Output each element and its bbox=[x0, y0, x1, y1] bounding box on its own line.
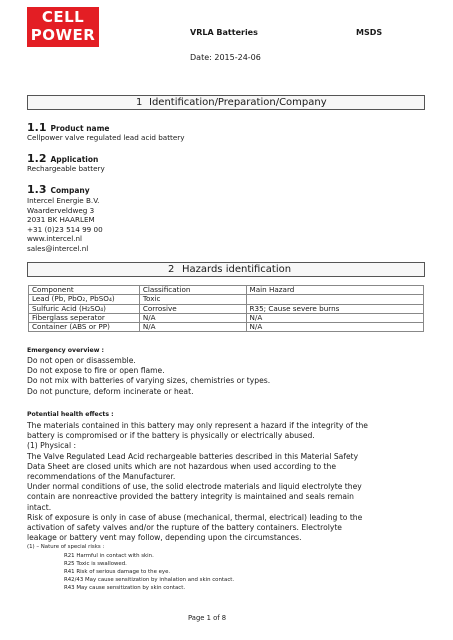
doc-title: VRLA Batteries bbox=[190, 28, 258, 37]
section-1-number: 1 bbox=[136, 97, 143, 108]
footnote-line: R25 Toxic is swallowed. bbox=[64, 561, 127, 567]
subsection-1-2-label: Application bbox=[50, 155, 99, 164]
health-line: The Valve Regulated Lead Acid rechargeable batteries described in this Material Safety bbox=[27, 451, 359, 461]
health-line: leakage or battery vent may follow, depending upon the circumstances. bbox=[27, 533, 302, 543]
emergency-overview-list bbox=[27, 356, 270, 397]
subsection-1-1-number: 1.1 bbox=[27, 121, 47, 134]
logo-line-1: CELL bbox=[41, 8, 85, 26]
table-cell: N/A bbox=[139, 323, 246, 332]
health-line: Data Sheet are closed units which are not hazardous when used according to the bbox=[27, 461, 337, 471]
section-2-number: 2 bbox=[168, 264, 175, 275]
table-header-cell: Main Hazard bbox=[246, 286, 423, 295]
logo-line-2: POWER bbox=[30, 26, 96, 44]
table-cell: Container (ABS or PP) bbox=[29, 323, 140, 332]
subsection-1-1-label: Product name bbox=[50, 124, 110, 133]
health-line: Risk of exposure is only in case of abuse (mechanical, thermal, electrical) leading to the bbox=[27, 512, 363, 522]
table-row bbox=[29, 295, 424, 304]
health-line: Under normal conditions of use, the solid electrode materials and liquid electrolyte they bbox=[27, 482, 362, 492]
application-text: Rechargeable battery bbox=[27, 164, 105, 173]
table-cell: N/A bbox=[246, 313, 423, 322]
table-cell: Corrosive bbox=[139, 304, 246, 313]
company-website[interactable]: www.intercel.nl bbox=[27, 234, 83, 244]
table-cell: N/A bbox=[139, 313, 246, 322]
section-2-title: Hazards identification bbox=[182, 264, 292, 275]
company-name: Intercel Energie B.V. bbox=[27, 196, 100, 205]
table-header-cell: Component bbox=[29, 286, 140, 295]
table-cell: Toxic bbox=[139, 295, 246, 304]
health-line: recommendations of the Manufacturer. bbox=[27, 472, 176, 482]
subsection-1-3-number: 1.3 bbox=[27, 183, 47, 196]
emergency-line: Do not puncture, deform incinerate or heat. bbox=[27, 386, 194, 396]
section-1-header bbox=[27, 95, 425, 110]
subsection-1-2-number: 1.2 bbox=[27, 152, 47, 165]
health-line: The materials contained in this battery may only represent a hazard if the integrity of the bbox=[27, 421, 368, 430]
company-email[interactable]: sales@intercel.nl bbox=[27, 243, 89, 253]
company-phone: +31 (0)23 514 99 00 bbox=[27, 224, 103, 234]
table-cell: N/A bbox=[246, 323, 423, 332]
table-header-cell: Classification bbox=[139, 286, 246, 295]
hazards-table bbox=[28, 285, 424, 332]
page-number: Page 1 of 8 bbox=[188, 614, 227, 622]
footnote-list bbox=[64, 552, 234, 592]
doc-date: Date: 2015-24-06 bbox=[190, 53, 261, 62]
table-cell: Sulfuric Acid (H₂SO₄) bbox=[29, 304, 140, 313]
company-city: 2031 BK HAARLEM bbox=[27, 215, 95, 225]
table-row bbox=[29, 323, 424, 332]
health-effects-text bbox=[27, 421, 368, 543]
table-cell bbox=[246, 295, 423, 304]
table-cell: Fiberglass seperator bbox=[29, 313, 140, 322]
health-line: (1) Physical : bbox=[27, 441, 77, 451]
subsection-1-3-label: Company bbox=[50, 186, 90, 195]
health-line: contain are nonreactive provided the battery integrity is maintained and seals remain bbox=[27, 492, 354, 502]
section-2-header bbox=[27, 262, 425, 277]
table-cell: Lead (Pb, PbO₂, PbSO₄) bbox=[29, 295, 140, 304]
health-line: activation of safety valves and/or the rupture of the battery containers. Electrolyte bbox=[27, 523, 342, 533]
cellpower-logo bbox=[27, 7, 99, 47]
section-1-title: Identification/Preparation/Company bbox=[149, 97, 327, 108]
emergency-line: Do not open or disassemble. bbox=[27, 356, 136, 365]
emergency-line: Do not expose to fire or open flame. bbox=[27, 366, 165, 376]
health-line: battery is compromised or if the battery is physically or electrically abused. bbox=[27, 431, 315, 441]
health-line: intact. bbox=[27, 502, 52, 512]
company-block bbox=[27, 196, 103, 254]
product-name-text: Cellpower valve regulated lead acid battery bbox=[27, 133, 185, 142]
company-street: Waarderveldweg 3 bbox=[27, 205, 95, 215]
footnote-title: (1) – Nature of special risks : bbox=[27, 544, 105, 550]
subsection-1-3-heading bbox=[27, 183, 90, 196]
emergency-line: Do not mix with batteries of varying sizes, chemistries or types. bbox=[27, 376, 271, 386]
footnote-line: R43 May cause sensitization by skin contact. bbox=[64, 585, 186, 591]
footnote-line: R41 Risk of serious damage to the eye. bbox=[64, 569, 171, 575]
emergency-overview-label: Emergency overview : bbox=[27, 347, 105, 354]
table-cell: R35; Cause severe burns bbox=[246, 304, 423, 313]
footnote-line: R21 Harmful in contact with skin. bbox=[64, 553, 154, 559]
health-effects-label: Potential health effects : bbox=[27, 411, 114, 418]
doc-type: MSDS bbox=[356, 28, 383, 37]
footnote-line: R42/43 May cause sensitization by inhalation and skin contact. bbox=[64, 577, 235, 583]
table-row bbox=[29, 304, 424, 313]
